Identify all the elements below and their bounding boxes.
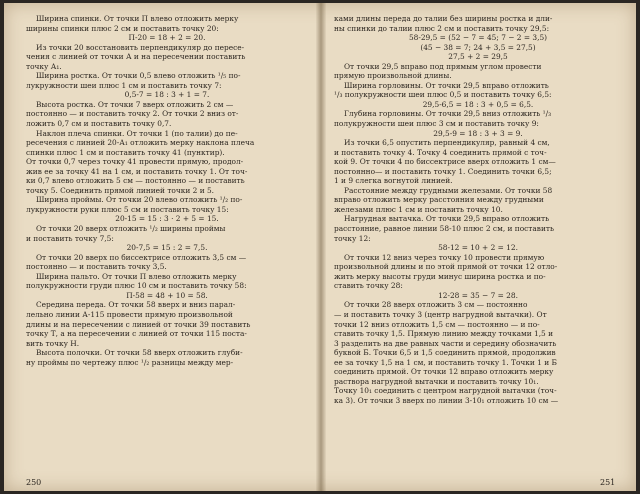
- text-line: расстояние, равное линии 58-10 плюс 2 см, и поставить: [334, 224, 555, 234]
- text-line: ками длины переда до талии без ширины ростка и дли-: [334, 14, 553, 23]
- right-page-text: [334, 14, 622, 405]
- text-line: От точки 20 вверх по биссектрисе отложить 3,5 см —: [36, 252, 247, 262]
- right-page-number: 251: [600, 478, 616, 487]
- text-line: Ширина спинки. От точки П влево отложить мерку: [36, 14, 239, 23]
- text-line: ка 3). От точки 3 вверх по линии 3-10₁ отложить 10 см —: [334, 395, 559, 405]
- text-line: Ширина горловины. От точки 29,5 вправо отложить: [344, 80, 549, 90]
- text-line: жив ее за точку 41 на 1 см, и поставить точку 1. От точ-: [26, 166, 248, 176]
- text-line: точки 12 вниз отложить 1,5 см — постоянно — и по-: [334, 319, 540, 329]
- text-line: ны спинки до талии плюс 2 см и поставить точку 29,5:: [334, 23, 550, 33]
- text-line: Глубина горловины. От точки 29,5 вниз отложить ¹/₃: [344, 109, 552, 119]
- text-line: соединить прямой. От точки 12 вправо отложить мерку: [334, 367, 554, 377]
- left-page-number: 250: [26, 478, 42, 487]
- text-line: 1 и 9 слегка вогнутой линией.: [334, 176, 453, 186]
- text-line: лельно линии А-115 провести прямую произвольной: [26, 309, 233, 319]
- text-line: От точки 29,5 вправо под прямым углом провести: [344, 61, 542, 71]
- text-line: и поставить точку 7,5:: [26, 233, 114, 243]
- text-line: Высота ростка. От точки 7 вверх отложить 2 см —: [36, 99, 234, 109]
- text-line: 29,5-9 = 18 : 3 + 3 = 9.: [433, 128, 523, 138]
- text-line: Высота полочки. От точки 58 вверх отложить глуби-: [36, 348, 243, 358]
- text-line: Нагрудная вытачка. От точки 29,5 вправо отложить: [344, 214, 550, 224]
- text-line: лукружности шеи плюс 1 см и поставить точку 7:: [26, 80, 222, 90]
- text-line: точку Т, а на пересечении с линией от точки 115 поста-: [26, 329, 247, 339]
- text-line: 27,5 + 2 = 29,5: [448, 52, 508, 62]
- text-line: Расстояние между грудными железами. От точки 58: [344, 185, 553, 195]
- text-line: (45 − 38 = 7; 24 + 3,5 = 27,5): [420, 42, 536, 52]
- text-line: От точки 0,7 через точку 41 провести прямую, продол-: [26, 157, 244, 167]
- text-line: От точки 20 вверх отложить ¹/₂ ширины проймы: [36, 224, 226, 234]
- text-line: П-20 = 18 + 2 = 20.: [128, 33, 206, 43]
- text-line: Ширина проймы. От точки 20 влево отложить ¹/₂ по-: [36, 195, 243, 205]
- text-line: Ширина пальто. От точки П влево отложить мерку: [36, 271, 237, 281]
- text-line: и поставить точку 4. Точку 4 соединить прямой с точ-: [334, 147, 547, 157]
- text-line: вить точку Н.: [26, 338, 80, 348]
- text-line: железами плюс 1 см и поставить точку 10.: [334, 204, 503, 214]
- text-line: Ширина ростка. От точки 0,5 влево отложить ¹/₅ по-: [36, 71, 241, 81]
- text-line: 3 разделить на две равных части и середину обозначить: [334, 338, 557, 348]
- text-line: Наклон плеча спинки. От точки 1 (по талии) до пе-: [36, 128, 238, 138]
- text-line: жить мерку высоты груди минус ширина ростка и по-: [334, 271, 546, 281]
- text-line: От точки 12 вниз через точку 10 провести прямую: [344, 252, 545, 262]
- text-line: ставить точку 28:: [334, 281, 403, 291]
- text-line: полукружности шеи плюс 3 см и поставить точку 9:: [334, 119, 539, 129]
- text-line: лукружности руки плюс 5 см и поставить точку 15:: [26, 204, 229, 214]
- text-line: чения с линией от точки А и на пересечении поставить: [26, 52, 246, 62]
- text-line: раствора нагрудной вытачки и поставить точку 10₁.: [334, 376, 539, 386]
- text-line: 58-12 = 10 + 2 = 12.: [438, 243, 518, 253]
- book-gutter: [316, 3, 326, 491]
- text-line: ¹/₃ полукружности шеи плюс 0,5 и поставить точку 6,5:: [334, 90, 552, 100]
- text-line: 29,5-6,5 = 18 : 3 + 0,5 = 6,5.: [422, 99, 534, 109]
- text-line: Из точки 6,5 опустить перпендикуляр, равный 4 см,: [344, 138, 550, 148]
- text-line: ки 0,7 влево отложить 5 см — постоянно — и поставить: [26, 176, 245, 186]
- text-line: ставить точку 1,5. Прямую линию между точками 1,5 и: [334, 329, 554, 339]
- text-line: Точку 10₁ соединить с центром нагрудной вытачки (точ-: [334, 386, 557, 396]
- text-line: постоянно— и поставить точку 1. Соединить точки 6,5;: [334, 166, 552, 176]
- text-line: ресечения с линией 20-А₁ отложить мерку наклона плеча: [26, 138, 255, 148]
- text-line: прямую произвольной длины.: [334, 71, 452, 81]
- text-line: точку А₁.: [26, 61, 62, 71]
- text-line: постоянно — и поставить точку 2. От точки 2 вниз от-: [26, 109, 239, 119]
- text-line: вправо отложить мерку расстояния между грудными: [334, 195, 544, 205]
- text-line: От точки 28 вверх отложить 3 см — постоянно: [344, 300, 528, 310]
- text-line: постоянно — и поставить точку 3,5.: [26, 262, 167, 272]
- text-line: 0,5-7 = 18 : 3 + 1 = 7.: [124, 90, 210, 100]
- text-line: П-58 = 48 + 10 = 58.: [126, 290, 208, 300]
- text-line: полукружности груди плюс 10 см и поставить точку 58:: [26, 281, 247, 291]
- text-line: — и поставить точку 3 (центр нагрудной вытачки). От: [334, 309, 547, 319]
- text-line: точку 5. Соединить прямой линией точки 2 и 5.: [26, 185, 215, 195]
- text-line: буквой Б. Точки 6,5 и 1,5 соединить прямой, продолжив: [334, 348, 556, 358]
- text-line: Из точки 20 восстановить перпендикуляр до пересе-: [36, 42, 245, 52]
- text-line: точку 12:: [334, 233, 371, 243]
- text-line: ширины спинки плюс 2 см и поставить точку 20:: [26, 23, 219, 33]
- text-line: 12-28 = 35 − 7 = 28.: [438, 290, 518, 300]
- text-line: 20-15 = 15 : 3 · 2 + 5 = 15.: [115, 214, 219, 224]
- text-line: Середина переда. От точки 58 вверх и вниз парал-: [36, 300, 236, 310]
- text-line: 58-29,5 = (52 − 7 = 45; 7 − 2 = 3,5): [408, 33, 548, 43]
- text-line: 20-7,5 = 15 : 2 = 7,5.: [126, 243, 208, 253]
- text-line: ее за точку 1,5 на 1 см, и поставить точку 1. Точки 1 и Б: [334, 357, 557, 367]
- text-line: произвольной длины и по этой прямой от точки 12 отло-: [334, 262, 558, 272]
- text-line: спинки плюс 1 см и поставить точку 41 (пунктир).: [26, 147, 225, 157]
- text-line: ложить 0,7 см и поставить точку 0,7.: [26, 119, 172, 129]
- text-line: длины и на пересечении с линией от точки 39 поставить: [26, 319, 251, 329]
- left-page-text: [26, 14, 308, 367]
- text-line: кой 9. От точки 4 по биссектрисе вверх отложить 1 см—: [334, 157, 556, 167]
- text-line: ну проймы по чертежу плюс ¹/₂ разницы между мер-: [26, 357, 234, 367]
